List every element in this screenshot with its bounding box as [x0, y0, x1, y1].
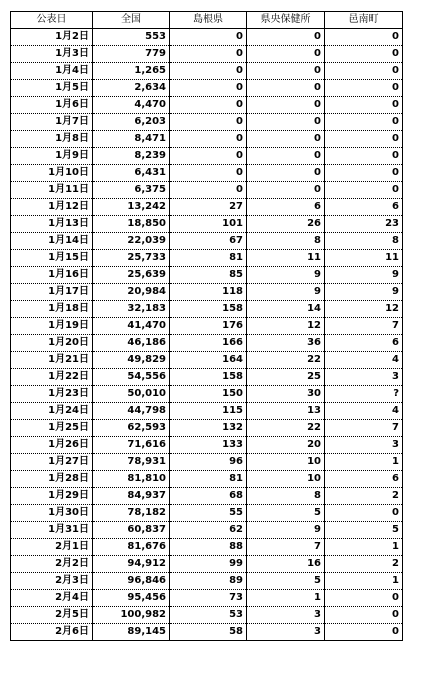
cell-shimane: 67: [170, 233, 247, 250]
cell-shimane: 89: [170, 573, 247, 590]
cell-date: 2月4日: [11, 590, 93, 607]
cell-ohnan: 7: [325, 318, 403, 335]
cell-kenou: 22: [247, 420, 325, 437]
cell-ohnan: 12: [325, 301, 403, 318]
cell-national: 95,456: [93, 590, 170, 607]
table-row: [11, 454, 403, 471]
cell-ohnan: 6: [325, 199, 403, 216]
cell-ohnan: 5: [325, 522, 403, 539]
cell-kenou: 7: [247, 539, 325, 556]
cell-ohnan: 1: [325, 454, 403, 471]
cell-date: 1月5日: [11, 80, 93, 97]
cell-date: 1月15日: [11, 250, 93, 267]
cell-date: 1月18日: [11, 301, 93, 318]
cell-national: 6,375: [93, 182, 170, 199]
cell-kenou: 22: [247, 352, 325, 369]
cell-ohnan: 9: [325, 284, 403, 301]
cell-shimane: 158: [170, 301, 247, 318]
cell-kenou: 0: [247, 97, 325, 114]
cell-kenou: 30: [247, 386, 325, 403]
cell-national: 44,798: [93, 403, 170, 420]
cell-shimane: 115: [170, 403, 247, 420]
cell-shimane: 58: [170, 624, 247, 641]
header-date: 公表日: [11, 12, 93, 29]
cell-date: 1月4日: [11, 63, 93, 80]
cell-shimane: 55: [170, 505, 247, 522]
cell-shimane: 73: [170, 590, 247, 607]
cell-national: 41,470: [93, 318, 170, 335]
table-row: [11, 165, 403, 182]
table-row: [11, 29, 403, 46]
cell-kenou: 1: [247, 590, 325, 607]
cell-shimane: 81: [170, 250, 247, 267]
table-row: [11, 488, 403, 505]
table-row: [11, 199, 403, 216]
cell-kenou: 13: [247, 403, 325, 420]
table-row: [11, 267, 403, 284]
cell-ohnan: 0: [325, 505, 403, 522]
cell-shimane: 164: [170, 352, 247, 369]
table-row: [11, 403, 403, 420]
cell-ohnan: 0: [325, 624, 403, 641]
cell-kenou: 16: [247, 556, 325, 573]
cell-shimane: 0: [170, 29, 247, 46]
cell-ohnan: 3: [325, 369, 403, 386]
cell-shimane: 88: [170, 539, 247, 556]
table-row: [11, 624, 403, 641]
table-row: [11, 335, 403, 352]
cell-shimane: 0: [170, 182, 247, 199]
cell-shimane: 0: [170, 148, 247, 165]
cell-date: 1月3日: [11, 46, 93, 63]
cell-date: 1月29日: [11, 488, 93, 505]
cell-shimane: 53: [170, 607, 247, 624]
cell-shimane: 68: [170, 488, 247, 505]
cell-shimane: 0: [170, 114, 247, 131]
cell-kenou: 6: [247, 199, 325, 216]
cell-date: 1月9日: [11, 148, 93, 165]
cell-shimane: 0: [170, 46, 247, 63]
cell-ohnan: 11: [325, 250, 403, 267]
cell-kenou: 20: [247, 437, 325, 454]
cell-date: 1月21日: [11, 352, 93, 369]
cell-shimane: 0: [170, 165, 247, 182]
cell-date: 1月19日: [11, 318, 93, 335]
cell-kenou: 9: [247, 522, 325, 539]
cell-date: 1月27日: [11, 454, 93, 471]
cell-ohnan: 6: [325, 335, 403, 352]
cell-ohnan: 0: [325, 131, 403, 148]
cell-ohnan: 4: [325, 403, 403, 420]
cell-national: 84,937: [93, 488, 170, 505]
cell-kenou: 10: [247, 454, 325, 471]
cell-ohnan: ?: [325, 386, 403, 403]
table-row: [11, 573, 403, 590]
table-row: [11, 607, 403, 624]
table-body: [11, 29, 403, 641]
cell-national: 553: [93, 29, 170, 46]
cell-kenou: 0: [247, 80, 325, 97]
cell-kenou: 9: [247, 267, 325, 284]
cell-ohnan: 0: [325, 148, 403, 165]
cell-date: 2月5日: [11, 607, 93, 624]
cell-date: 1月2日: [11, 29, 93, 46]
cell-national: 13,242: [93, 199, 170, 216]
cell-shimane: 118: [170, 284, 247, 301]
cell-national: 78,182: [93, 505, 170, 522]
cell-kenou: 9: [247, 284, 325, 301]
cell-national: 96,846: [93, 573, 170, 590]
table-row: [11, 386, 403, 403]
cell-ohnan: 0: [325, 182, 403, 199]
cell-kenou: 8: [247, 488, 325, 505]
cell-kenou: 0: [247, 131, 325, 148]
cell-national: 4,470: [93, 97, 170, 114]
cell-date: 1月11日: [11, 182, 93, 199]
table-row: [11, 539, 403, 556]
cell-kenou: 3: [247, 607, 325, 624]
header-ohnan-town: 邑南町: [325, 12, 403, 29]
cell-national: 78,931: [93, 454, 170, 471]
cell-shimane: 133: [170, 437, 247, 454]
cell-ohnan: 2: [325, 488, 403, 505]
table-row: [11, 590, 403, 607]
cell-national: 8,239: [93, 148, 170, 165]
cell-kenou: 3: [247, 624, 325, 641]
cell-ohnan: 23: [325, 216, 403, 233]
cell-national: 100,982: [93, 607, 170, 624]
table-row: [11, 97, 403, 114]
cell-shimane: 158: [170, 369, 247, 386]
table-row: [11, 114, 403, 131]
cell-national: 49,829: [93, 352, 170, 369]
cell-national: 6,203: [93, 114, 170, 131]
cell-kenou: 11: [247, 250, 325, 267]
cell-national: 54,556: [93, 369, 170, 386]
cell-kenou: 14: [247, 301, 325, 318]
cell-ohnan: 0: [325, 590, 403, 607]
cell-date: 2月6日: [11, 624, 93, 641]
cell-date: 2月2日: [11, 556, 93, 573]
cell-kenou: 0: [247, 63, 325, 80]
cell-national: 25,639: [93, 267, 170, 284]
table-row: [11, 471, 403, 488]
cell-kenou: 12: [247, 318, 325, 335]
table-row: [11, 250, 403, 267]
header-shimane: 島根県: [170, 12, 247, 29]
cell-national: 1,265: [93, 63, 170, 80]
cell-date: 1月10日: [11, 165, 93, 182]
cell-national: 46,186: [93, 335, 170, 352]
cell-shimane: 166: [170, 335, 247, 352]
cell-ohnan: 0: [325, 63, 403, 80]
cases-table: [10, 11, 403, 641]
cell-date: 1月13日: [11, 216, 93, 233]
table-row: [11, 182, 403, 199]
cell-national: 20,984: [93, 284, 170, 301]
cell-date: 1月7日: [11, 114, 93, 131]
cell-shimane: 132: [170, 420, 247, 437]
table-row: [11, 556, 403, 573]
cell-national: 6,431: [93, 165, 170, 182]
cell-date: 1月16日: [11, 267, 93, 284]
cell-shimane: 0: [170, 80, 247, 97]
cell-date: 2月1日: [11, 539, 93, 556]
cell-ohnan: 7: [325, 420, 403, 437]
cell-kenou: 0: [247, 114, 325, 131]
cell-shimane: 176: [170, 318, 247, 335]
cell-shimane: 62: [170, 522, 247, 539]
cell-ohnan: 0: [325, 29, 403, 46]
cell-national: 32,183: [93, 301, 170, 318]
cell-date: 1月28日: [11, 471, 93, 488]
cell-national: 62,593: [93, 420, 170, 437]
cell-national: 8,471: [93, 131, 170, 148]
cell-ohnan: 9: [325, 267, 403, 284]
cell-kenou: 0: [247, 148, 325, 165]
header-kenou-health-center: 県央保健所: [247, 12, 325, 29]
table-row: [11, 301, 403, 318]
cell-kenou: 0: [247, 165, 325, 182]
table-row: [11, 46, 403, 63]
cell-ohnan: 8: [325, 233, 403, 250]
cell-kenou: 26: [247, 216, 325, 233]
cell-kenou: 0: [247, 29, 325, 46]
cell-ohnan: 0: [325, 114, 403, 131]
table-row: [11, 80, 403, 97]
cell-national: 89,145: [93, 624, 170, 641]
cell-ohnan: 2: [325, 556, 403, 573]
cell-kenou: 5: [247, 573, 325, 590]
cell-date: 1月14日: [11, 233, 93, 250]
cell-date: 1月20日: [11, 335, 93, 352]
table-row: [11, 352, 403, 369]
cell-shimane: 96: [170, 454, 247, 471]
cell-kenou: 0: [247, 182, 325, 199]
cell-date: 1月26日: [11, 437, 93, 454]
cell-national: 71,616: [93, 437, 170, 454]
cell-date: 1月17日: [11, 284, 93, 301]
cell-shimane: 0: [170, 131, 247, 148]
cell-national: 18,850: [93, 216, 170, 233]
cell-shimane: 150: [170, 386, 247, 403]
cell-date: 1月31日: [11, 522, 93, 539]
table-row: [11, 522, 403, 539]
cell-ohnan: 1: [325, 539, 403, 556]
cell-national: 779: [93, 46, 170, 63]
cell-date: 1月8日: [11, 131, 93, 148]
cell-shimane: 101: [170, 216, 247, 233]
cell-date: 1月25日: [11, 420, 93, 437]
table-row: [11, 369, 403, 386]
cell-date: 1月6日: [11, 97, 93, 114]
cell-ohnan: 0: [325, 607, 403, 624]
table-row: [11, 233, 403, 250]
cell-shimane: 99: [170, 556, 247, 573]
cell-ohnan: 4: [325, 352, 403, 369]
cell-kenou: 36: [247, 335, 325, 352]
table-row: [11, 148, 403, 165]
cell-ohnan: 6: [325, 471, 403, 488]
cell-national: 81,676: [93, 539, 170, 556]
cell-national: 50,010: [93, 386, 170, 403]
table-row: [11, 63, 403, 80]
table-row: [11, 131, 403, 148]
cell-kenou: 10: [247, 471, 325, 488]
cell-ohnan: 1: [325, 573, 403, 590]
cell-kenou: 8: [247, 233, 325, 250]
cell-ohnan: 3: [325, 437, 403, 454]
cell-date: 1月12日: [11, 199, 93, 216]
cell-national: 81,810: [93, 471, 170, 488]
cell-date: 1月22日: [11, 369, 93, 386]
cell-date: 1月24日: [11, 403, 93, 420]
cell-national: 2,634: [93, 80, 170, 97]
table-row: [11, 420, 403, 437]
table-row: [11, 284, 403, 301]
cell-ohnan: 0: [325, 165, 403, 182]
cell-national: 60,837: [93, 522, 170, 539]
cell-kenou: 5: [247, 505, 325, 522]
cell-ohnan: 0: [325, 97, 403, 114]
cell-shimane: 81: [170, 471, 247, 488]
cell-national: 94,912: [93, 556, 170, 573]
cell-date: 1月23日: [11, 386, 93, 403]
cell-ohnan: 0: [325, 46, 403, 63]
cell-shimane: 27: [170, 199, 247, 216]
cell-date: 1月30日: [11, 505, 93, 522]
table-row: [11, 437, 403, 454]
header-national: 全国: [93, 12, 170, 29]
table-row: [11, 505, 403, 522]
cell-date: 2月3日: [11, 573, 93, 590]
cell-shimane: 0: [170, 97, 247, 114]
cell-kenou: 0: [247, 46, 325, 63]
cell-ohnan: 0: [325, 80, 403, 97]
cell-shimane: 0: [170, 63, 247, 80]
header-row: [11, 12, 403, 29]
cell-national: 22,039: [93, 233, 170, 250]
table-row: [11, 318, 403, 335]
cell-shimane: 85: [170, 267, 247, 284]
cell-national: 25,733: [93, 250, 170, 267]
cell-kenou: 25: [247, 369, 325, 386]
table-row: [11, 216, 403, 233]
